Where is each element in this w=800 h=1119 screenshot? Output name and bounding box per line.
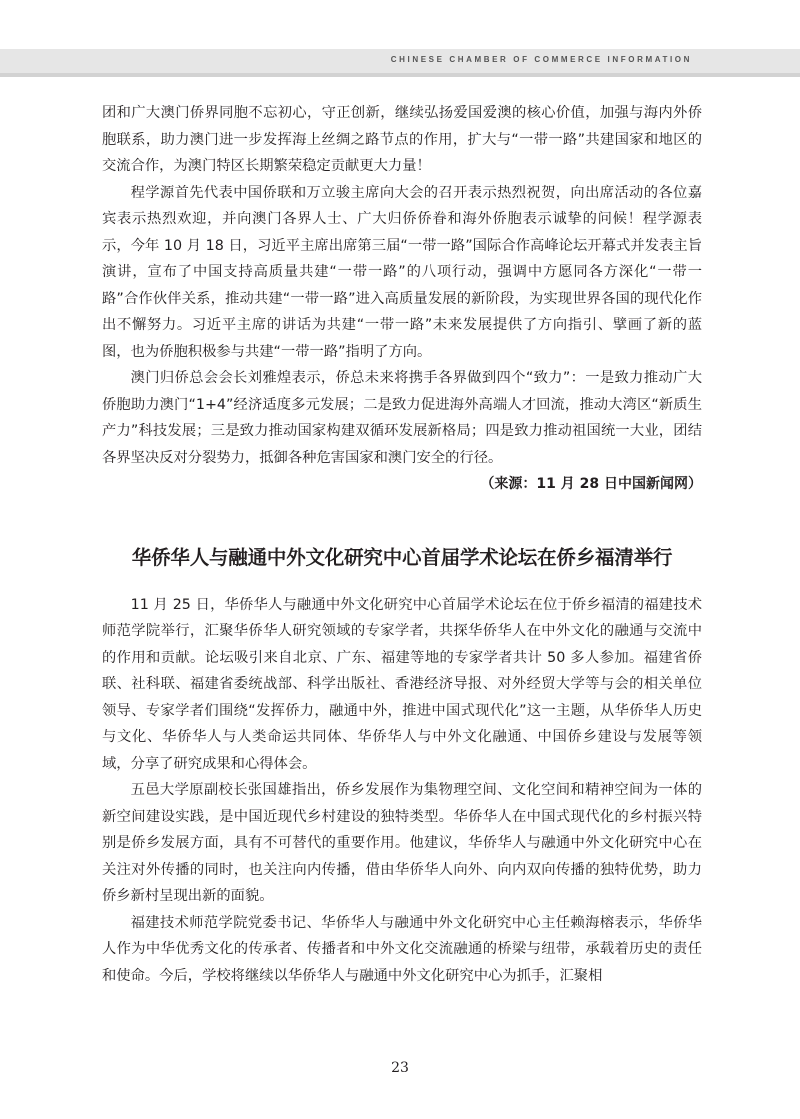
header-rule <box>0 73 800 77</box>
article1-paragraph-2: 程学源首先代表中国侨联和万立骏主席向大会的召开表示热烈祝贺，向出席活动的各位嘉宾表示热烈欢迎，并向澳门各界人士、广大归侨侨眷和海外侨胞表示诚挚的问候！程学源表示，今年 10 月 18 日，习近平主席出席第三届“一带一路”国际合作高峰论坛开幕式并发表主旨演讲，宣布了中国支持高质量共建“一带一路”的八项行动，强调中方愿同各方深化“一带一路”合作伙伴关系，推动共建“一带一路”进入高质量发展的新阶段，为实现世界各国的现代化作出不懈努力。习近平主席的讲话为共建“一带一路”未来发展提供了方向指引、擘画了新的蓝图，也为侨胞积极参与共建“一带一路”指明了方向。 <box>102 184 702 360</box>
article2-body <box>102 592 702 990</box>
article2-paragraph-1: 11 月 25 日，华侨华人与融通中外文化研究中心首届学术论坛在位于侨乡福清的福建技术师范学院举行，汇聚华侨华人研究领域的专家学者，共探华侨华人在中外文化的融通与交流中的作用和贡献。论坛吸引来自北京、广东、福建等地的专家学者共计 50 多人参加。福建省侨联、社科联、福建省委统战部、科学出版社、香港经济导报、对外经贸大学等与会的相关单位领导、专家学者们围绕“发挥侨力，融通中外，推进中国式现代化”这一主题，从华侨华人历史与文化、华侨华人与人类命运共同体、华侨华人与中外文化融通、中国侨乡建设与发展等领域，分享了研究成果和心得体会。 <box>102 596 702 772</box>
article2-paragraph-3: 福建技术师范学院党委书记、华侨华人与融通中外文化研究中心主任赖海榕表示，华侨华人作为中华优秀文化的传承者、传播者和中外文化交流融通的桥梁与纽带，承载着历史的责任和使命。今后，学校将继续以华侨华人与融通中外文化研究中心为抓手，汇聚相 <box>102 914 702 984</box>
running-title: CHINESE CHAMBER OF COMMERCE INFORMATION <box>390 55 692 64</box>
article2-paragraph-2: 五邑大学原副校长张国雄指出，侨乡发展作为集物理空间、文化空间和精神空间为一体的新空间建设实践，是中国近现代乡村建设的独特类型。华侨华人在中国式现代化的乡村振兴特别是侨乡发展方面，具有不可替代的重要作用。他建议，华侨华人与融通中外文化研究中心在关注对外传播的同时，也关注向内传播，借由华侨华人向外、向内双向传播的独特优势，助力侨乡新村呈现出新的面貌。 <box>102 782 702 904</box>
article1-paragraph-1: 团和广大澳门侨界同胞不忘初心，守正创新，继续弘扬爱国爱澳的核心价值，加强与海内外侨胞联系，助力澳门进一步发挥海上丝绸之路节点的作用，扩大与“一带一路”共建国家和地区的交流合作，为澳门特区长期繁荣稳定贡献更大力量！ <box>102 105 702 174</box>
article1-source: （来源：11 月 28 日中国新闻网） <box>480 476 702 492</box>
article1-paragraph-3: 澳门归侨总会会长刘雅煌表示，侨总未来将携手各界做到四个“致力”：一是致力推动广大侨胞助力澳门“1+4”经济适度多元发展；二是致力促进海外高端人才回流，推动大湾区“新质生产力”科技发展；三是致力推动国家构建双循环发展新格局；四是致力推动祖国统一大业，团结各界坚决反对分裂势力，抵御各种危害国家和澳门安全的行径。 <box>102 370 702 466</box>
article2-title: 华侨华人与融通中外文化研究中心首届学术论坛在侨乡福清举行 <box>131 545 673 569</box>
page-content <box>102 100 702 989</box>
page-number: 23 <box>391 1060 409 1076</box>
